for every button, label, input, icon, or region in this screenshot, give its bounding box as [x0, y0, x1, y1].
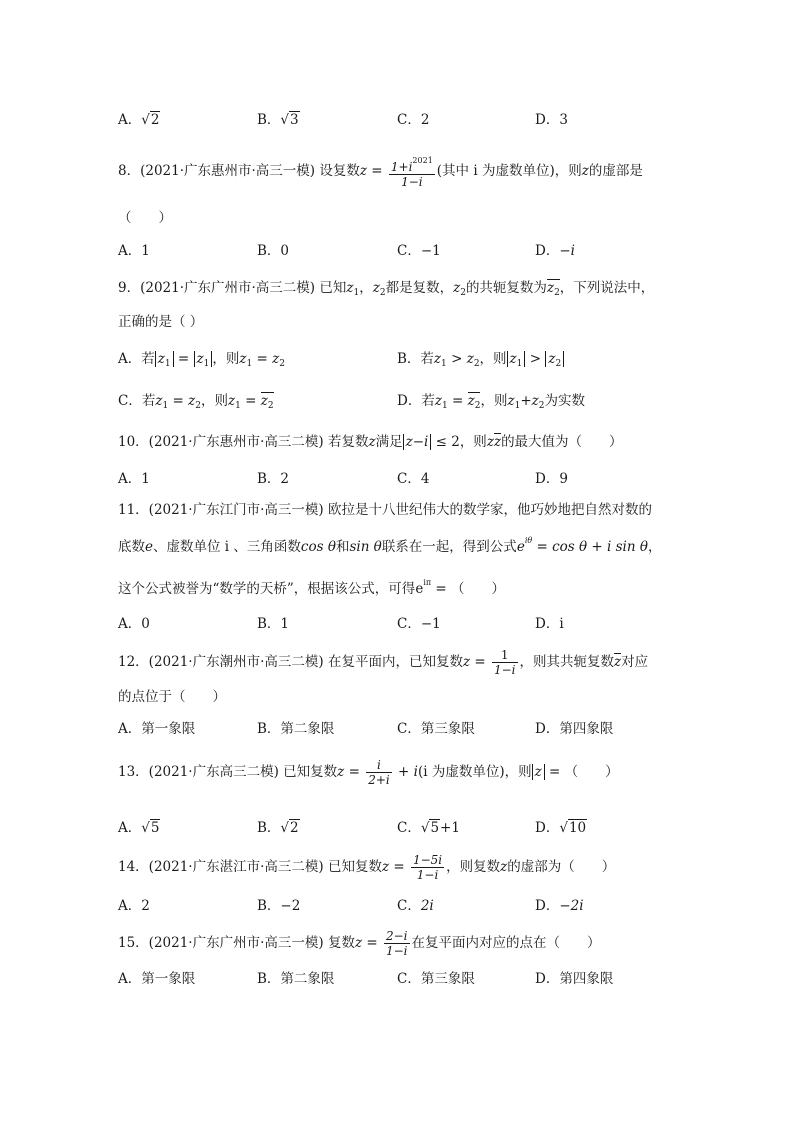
fraction-numerator: 1 — [492, 648, 518, 663]
greater-than: > — [525, 351, 546, 367]
fraction-denominator: 2+i — [368, 773, 390, 787]
var-e: e — [145, 539, 153, 555]
conjugate — [261, 392, 274, 409]
q14-text: 的虚部为（ ） — [507, 859, 616, 875]
q8-option-a: A．1 — [118, 243, 150, 259]
q12-text: ，则其共轭复数 — [519, 654, 615, 670]
q13-text: (i 为虚数单位)，则 — [417, 764, 532, 780]
abs — [507, 351, 526, 367]
option-label: C． — [397, 112, 421, 128]
q14-text: 14．(2021·广东湛江市·高三二模) 已知复数 — [118, 859, 382, 875]
abs: z−i — [403, 434, 432, 450]
var-z: z — [227, 393, 236, 409]
var-z: z — [531, 393, 539, 409]
q12-option-b: B．第二象限 — [257, 721, 335, 737]
sqrt-symbol: √2 — [141, 112, 160, 128]
subscript: 2 — [554, 288, 560, 298]
option-value: 2 — [420, 112, 430, 128]
fraction-numerator: 2−i — [385, 929, 408, 943]
option-label: D． — [535, 820, 560, 836]
var-z: z — [548, 351, 556, 367]
q11-text: ， — [647, 539, 662, 555]
q11-text: 和 — [335, 539, 350, 555]
q12-option-d: D．第四象限 — [535, 721, 614, 737]
fraction-denominator: 1−i — [401, 175, 423, 189]
subscript: 1 — [516, 359, 523, 369]
q15-text: 在复平面内对应的点在（ ） — [411, 935, 601, 951]
q14-option-b: B．−2 — [257, 898, 301, 914]
subscript: 2 — [195, 401, 201, 411]
abs — [155, 351, 174, 367]
q7-option-c — [397, 108, 429, 128]
var-z: z — [507, 393, 515, 409]
q12-text: 对应 — [621, 654, 649, 670]
fraction-numerator: i — [366, 758, 392, 773]
q7-option-d — [535, 108, 568, 128]
radicand: 5 — [430, 820, 440, 836]
q12-option-a: A．第一象限 — [118, 721, 196, 737]
subscript: 1 — [235, 401, 241, 411]
q9-text: 的共轭复数为 — [465, 280, 547, 296]
equals: = — [389, 859, 409, 875]
var-z: z — [500, 859, 508, 875]
exponent: 2021 — [412, 156, 433, 165]
option-value: 2i — [420, 898, 434, 914]
sqrt-symbol: √3 — [280, 112, 299, 128]
q15-option-d: D．第四象限 — [535, 971, 614, 987]
q12-text: 12．(2021·广东潮州市·高三二模) 在复平面内，已知复数 — [118, 654, 463, 670]
radicand: 5 — [150, 820, 160, 836]
conjugate — [468, 392, 481, 409]
conjugate — [547, 279, 560, 296]
option-label: B．若 — [397, 351, 434, 367]
option-value: −2i — [559, 898, 584, 914]
fraction-numerator — [389, 154, 435, 175]
q11-text: 底数 — [118, 539, 145, 555]
option-value: −i — [559, 243, 575, 259]
equals: = — [168, 393, 189, 409]
equals: = — [366, 163, 387, 179]
q11-option-b: B．1 — [257, 616, 290, 632]
q7-option-a — [118, 108, 160, 128]
q10-option-c: C．4 — [397, 471, 430, 487]
subscript: 1 — [441, 401, 448, 411]
q14-stem — [118, 853, 678, 882]
abs: z — [532, 764, 545, 780]
fraction-denominator: 1−i — [385, 944, 408, 958]
var-e: e — [415, 581, 424, 597]
radicand: 10 — [568, 820, 587, 836]
q9-option-c — [118, 389, 274, 411]
q9-text: 都是复数， — [385, 280, 454, 296]
q9-option-a — [118, 347, 285, 369]
fraction — [366, 758, 392, 787]
q14-option-d — [535, 894, 584, 914]
option-label: D． — [535, 898, 560, 914]
q11-stem-line3 — [118, 577, 678, 597]
fraction-denominator: 1−i — [416, 868, 439, 882]
q10-option-d: D．9 — [535, 471, 568, 487]
equals: = — [252, 351, 273, 367]
plus-i: + i — [393, 764, 418, 780]
q15-option-a: A．第一象限 — [118, 971, 196, 987]
q8-option-d — [535, 239, 575, 259]
q13-option-b — [257, 816, 300, 836]
q8-option-c: C．−1 — [397, 243, 441, 259]
var-z: z — [453, 280, 461, 296]
var-z: z — [509, 351, 517, 367]
q10-text: 满足 — [375, 434, 403, 450]
var-z: z — [581, 163, 589, 179]
var-z: z — [434, 393, 442, 409]
q8-option-b: B．0 — [257, 243, 290, 259]
var-z: z — [272, 351, 280, 367]
q8-text-mid: (其中 i 为虚数单位)，则 — [436, 163, 582, 179]
q14-text: ，则复数 — [446, 859, 501, 875]
var-e: e — [516, 539, 525, 555]
subscript: 1 — [246, 359, 253, 369]
var-z: z — [381, 859, 390, 875]
q12-stem — [118, 648, 678, 677]
q11-text: 、虚数单位 i 、三角函数 — [153, 539, 301, 555]
subscript: 1 — [353, 288, 360, 298]
q10-option-b: B．2 — [257, 471, 290, 487]
answer-paren: （ ） — [118, 210, 172, 226]
q11-text: = （ ） — [431, 581, 506, 597]
option-label: D． — [535, 112, 560, 128]
equals: = — [362, 935, 382, 951]
var-z: z — [188, 393, 196, 409]
q10-text: ，则 — [459, 434, 487, 450]
option-label: A． — [118, 820, 142, 836]
option-value: +1 — [440, 820, 460, 836]
sqrt-symbol: √5 — [141, 820, 160, 836]
option-label: B． — [257, 820, 281, 836]
q12-stem-line2: 的点位于（ ） — [118, 689, 226, 705]
option-text: ，则 — [200, 393, 228, 409]
var-z: z — [337, 764, 345, 780]
subscript: 1 — [441, 359, 447, 369]
var-z: z — [462, 654, 471, 670]
q9-stem-line2: 正确的是（ ） — [118, 314, 204, 330]
q12-option-c: C．第三象限 — [397, 721, 475, 737]
q11-option-c: C．−1 — [397, 616, 441, 632]
subscript: 1 — [203, 359, 210, 369]
exponent: iπ — [423, 578, 432, 587]
q8-stem — [118, 154, 678, 189]
var-z: z — [359, 163, 367, 179]
subscript: 2 — [555, 359, 562, 369]
subscript: 1 — [514, 401, 521, 411]
option-text: 为实数 — [544, 393, 585, 409]
conjugate: z — [614, 654, 622, 670]
var-z: z — [467, 393, 475, 409]
subscript: 2 — [460, 288, 466, 298]
option-label: C． — [397, 898, 421, 914]
cos-theta: cos θ — [300, 539, 336, 555]
var-z: z — [354, 935, 363, 951]
var-z: z — [260, 393, 268, 409]
var-z: z — [433, 351, 442, 367]
subscript: 2 — [267, 401, 274, 411]
fraction-denominator: 1−i — [493, 663, 516, 677]
q11-stem-line1: 11．(2021·广东江门市·高三一模) 欧拉是十八世纪伟大的数学家，他巧妙地把自然对数的 — [118, 502, 652, 518]
option-label: C． — [397, 820, 421, 836]
equals: = — [173, 351, 194, 367]
subscript: 2 — [474, 401, 481, 411]
subscript: 1 — [162, 401, 169, 411]
conjugate: z — [493, 434, 502, 450]
var-z: z — [372, 280, 380, 296]
q13-option-d — [535, 816, 587, 836]
sqrt-symbol: √2 — [280, 820, 299, 836]
q10-stem — [118, 430, 678, 450]
q9-stem — [118, 276, 678, 298]
euler-formula: = cos θ + i sin θ — [532, 539, 648, 555]
q10-option-a: A．1 — [118, 471, 150, 487]
q15-option-b: B．第二象限 — [257, 971, 335, 987]
option-label: A．若 — [118, 351, 155, 367]
equals: = — [344, 764, 365, 780]
fraction — [389, 154, 435, 189]
q13-option-c — [397, 816, 460, 836]
var-z: z — [155, 393, 163, 409]
sqrt-symbol: √5 — [420, 820, 440, 836]
comma: ， — [359, 280, 373, 296]
var-z: z — [239, 351, 247, 367]
q11-text: 联系在一起，得到公式 — [381, 539, 517, 555]
option-label: D． — [535, 243, 560, 259]
q11-text: 这个公式被誉为“数学的天桥”，根据该公式，可得 — [118, 581, 416, 597]
subscript: 1 — [164, 359, 171, 369]
var-z: z — [486, 434, 494, 450]
sqrt-symbol: √10 — [559, 820, 587, 836]
var-z: z — [157, 351, 165, 367]
q15-text: 15．(2021·广东广州市·高三一模) 复数 — [118, 935, 355, 951]
subscript: 2 — [279, 359, 285, 369]
q13-text: 13．(2021·广东高三二模) 已知复数 — [118, 764, 338, 780]
fraction-numerator: 1−5i — [412, 853, 443, 867]
option-label: C．若 — [118, 393, 156, 409]
sin-theta: sin θ — [349, 539, 382, 555]
radicand: 2 — [150, 112, 160, 128]
subscript: 2 — [538, 401, 545, 411]
q11-option-d: D．i — [535, 616, 564, 632]
q15-option-c: C．第三象限 — [397, 971, 475, 987]
abs — [194, 351, 213, 367]
q14-option-a: A．2 — [118, 898, 150, 914]
q8-text-tail: 的虚部是 — [588, 163, 643, 179]
plus: + — [520, 393, 532, 409]
q9-option-d — [397, 389, 585, 411]
q13-option-a — [118, 816, 160, 836]
q14-option-c — [397, 894, 434, 914]
radicand: 3 — [290, 112, 299, 128]
subscript: 2 — [379, 288, 386, 298]
q8-text: 8．(2021·广东惠州市·高三一模) 设复数 — [118, 163, 360, 179]
var-z: z — [546, 280, 555, 296]
equals: = — [470, 654, 490, 670]
inequality: ≤ 2 — [431, 434, 460, 450]
q10-text: 10．(2021·广东惠州市·高三二模) 若复数 — [118, 434, 369, 450]
q9-text: ，下列说法中， — [559, 280, 655, 296]
option-text: ，则 — [480, 393, 508, 409]
option-text: ，则 — [479, 351, 507, 367]
var-z: z — [466, 351, 474, 367]
option-label: B． — [257, 112, 281, 128]
equals: = — [240, 393, 261, 409]
exponent: iθ — [524, 536, 533, 545]
q11-stem-line2 — [118, 535, 678, 555]
q7-option-b — [257, 108, 300, 128]
var-z: z — [346, 280, 354, 296]
option-label: D．若 — [397, 393, 435, 409]
option-label: A． — [118, 112, 142, 128]
q9-option-b — [397, 347, 564, 369]
q10-text: 的最大值为（ ） — [501, 434, 623, 450]
q13-text: = （ ） — [544, 764, 619, 780]
option-text: ，则 — [212, 351, 240, 367]
fraction — [411, 853, 444, 882]
greater-than: > — [446, 351, 467, 367]
subscript: 2 — [473, 359, 480, 369]
fraction — [384, 929, 410, 958]
equals: = — [447, 393, 468, 409]
q13-stem — [118, 758, 678, 787]
q9-text: 9．(2021·广东广州市·高三二模) 已知 — [118, 280, 347, 296]
fraction — [492, 648, 518, 677]
q11-option-a: A．0 — [118, 616, 150, 632]
var-z: z — [368, 434, 376, 450]
q15-stem — [118, 929, 678, 958]
numerator-text: 1+i — [390, 160, 413, 174]
radicand: 2 — [290, 820, 299, 836]
var-z: z — [196, 351, 204, 367]
option-value: 3 — [559, 112, 568, 128]
abs — [545, 351, 564, 367]
